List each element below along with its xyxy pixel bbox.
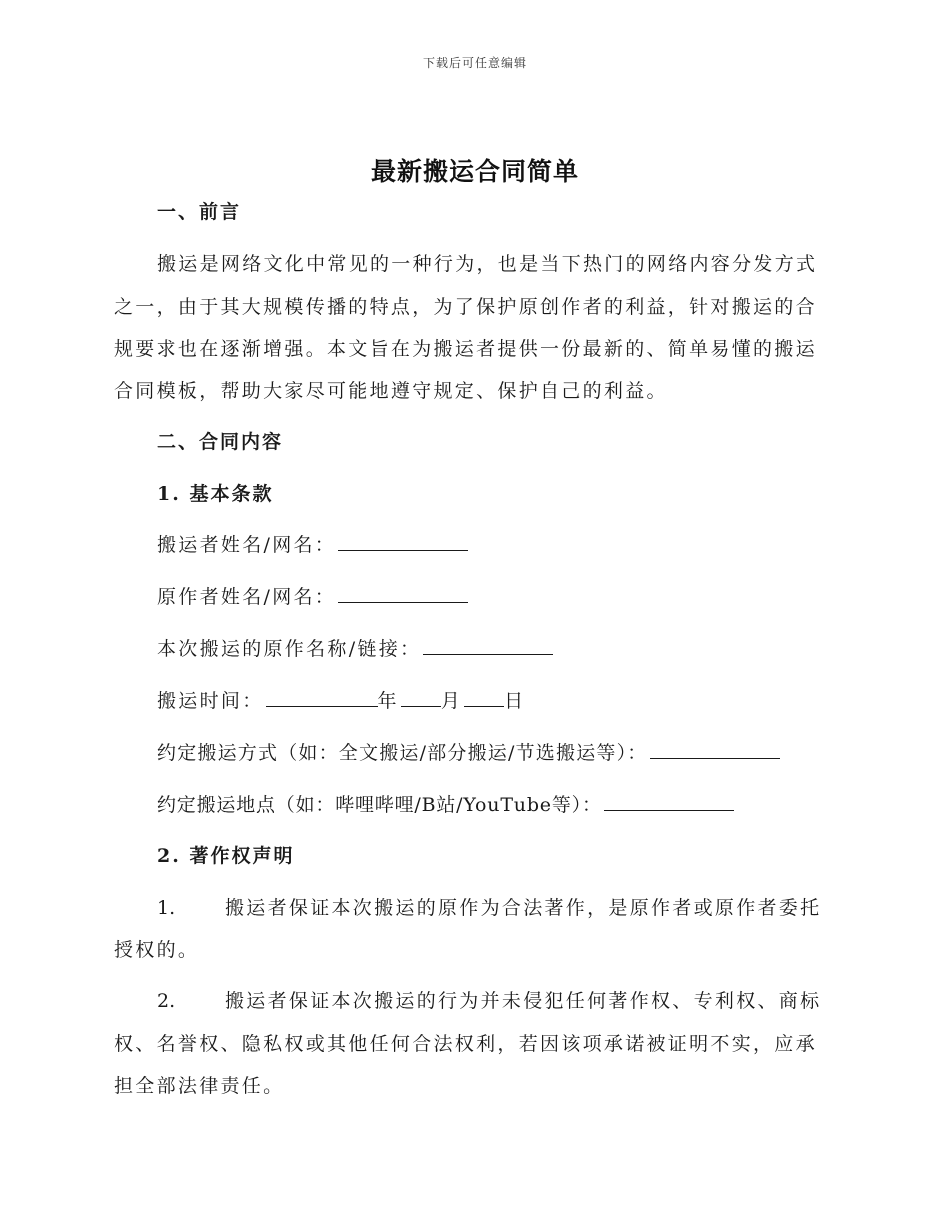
field-time (157, 688, 837, 714)
day-label: 日 (504, 690, 526, 712)
blank-line (423, 636, 553, 655)
blank-line (604, 792, 734, 811)
blank-line (401, 688, 441, 707)
item-text: 搬运者保证本次搬运的原作为合法著作，是原作者或原作者委托 (225, 897, 822, 919)
section-heading-contract-content: 二、合同内容 (157, 431, 284, 453)
field-label: 原作者姓名/网名： (157, 586, 337, 608)
subsection-heading-basic-terms: 1. 基本条款 (157, 483, 274, 505)
blank-line (650, 740, 780, 759)
copyright-item-1-continued: 授权的。 (114, 939, 200, 961)
header-note: 下载后可任意编辑 (422, 56, 527, 70)
field-label: 约定搬运地点（如：哔哩哔哩/B站/YouTube等）： (157, 794, 602, 816)
field-method (157, 740, 837, 766)
field-label: 约定搬运方式（如：全文搬运/部分搬运/节选搬运等）： (157, 742, 648, 764)
subsection-heading-copyright: 2. 著作权声明 (157, 845, 295, 867)
blank-line (338, 532, 468, 551)
blank-line (338, 584, 468, 603)
section-heading-preface: 一、前言 (157, 201, 242, 223)
paragraph-line: 搬运是网络文化中常见的一种行为，也是当下热门的网络内容分发方式 (157, 253, 818, 275)
item-text: 搬运者保证本次搬运的行为并未侵犯任何著作权、专利权、商标 (225, 990, 822, 1012)
blank-line (266, 688, 378, 707)
field-label: 本次搬运的原作名称/链接： (157, 638, 422, 660)
document-title: 最新搬运合同简单 (370, 157, 579, 186)
field-place (157, 792, 837, 818)
field-label: 搬运时间： (157, 690, 264, 712)
item-number: 2. (157, 990, 176, 1012)
item-number: 1. (157, 897, 176, 919)
field-author-name (157, 584, 837, 610)
copyright-item-1 (157, 895, 837, 921)
blank-line (464, 688, 504, 707)
paragraph-line: 规要求也在逐渐增强。本文旨在为搬运者提供一份最新的、简单易懂的搬运 (114, 338, 817, 360)
copyright-item-2 (157, 988, 837, 1014)
field-work-name (157, 636, 837, 662)
paragraph-line: 之一，由于其大规模传播的特点，为了保护原创作者的利益，针对搬运的合 (114, 296, 817, 318)
paragraph-line: 合同模板，帮助大家尽可能地遵守规定、保护自己的利益。 (114, 380, 668, 402)
copyright-item-2-continued: 担全部法律责任。 (114, 1075, 285, 1097)
field-carrier-name (157, 532, 837, 558)
month-label: 月 (440, 690, 463, 712)
year-label: 年 (377, 690, 399, 712)
field-label: 搬运者姓名/网名： (157, 534, 337, 556)
copyright-item-2-continued: 权、名誉权、隐私权或其他任何合法权利，若因该项承诺被证明不实，应承 (114, 1033, 817, 1055)
